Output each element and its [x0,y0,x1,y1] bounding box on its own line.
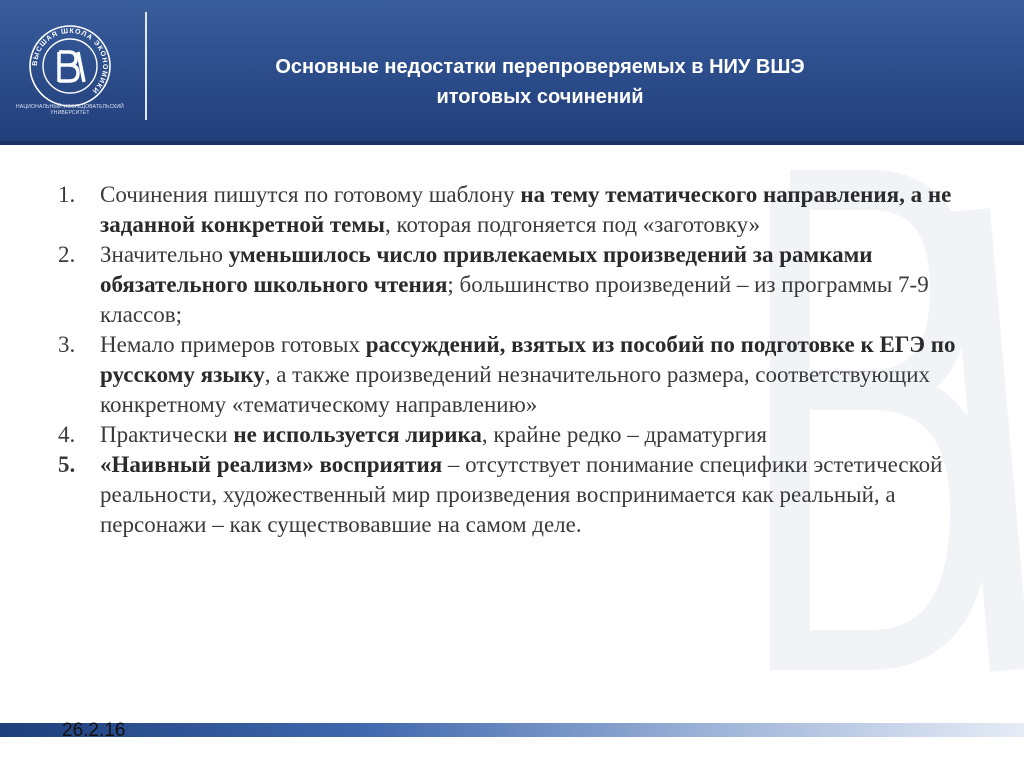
list-item-text: Значительно [100,242,229,267]
footer-gradient-bar [0,723,1024,737]
list-item-text: Немало примеров готовых [100,332,366,357]
list-item-number: 5. [58,452,76,477]
list-item-text: ; большинство произведений – из программы 7-9 классов; [100,272,929,327]
logo-caption: НАЦИОНАЛЬНЫЙ ИССЛЕДОВАТЕЛЬСКИЙ УНИВЕРСИТЕТ [16,104,124,116]
list-item-text: , крайне редко – драматургия [481,422,767,447]
list-item [58,420,988,450]
list-item [58,240,988,330]
list-item-number: 4. [58,422,76,447]
logo-ring-text: ВЫСШАЯ ШКОЛА ЭКОНОМИКИ [31,27,109,95]
list-item-text: Сочинения пишутся по готовому шаблону [100,182,521,207]
list-item-text: , которая подгоняется под «заготовку» [385,212,761,237]
list-item-emphasis: не используется лирика [233,422,482,447]
list-item-emphasis: на тему тематического направления, а не заданной конкретной темы [100,182,952,237]
list-item-emphasis: рассуждений, взятых из пособий по подготовке к ЕГЭ по русскому языку [100,332,956,387]
slide-date: 26.2.16 [62,720,126,741]
list-item-number: 3. [58,332,76,357]
list-item-text: , а также произведений незначительного размера, соответствующих конкретному «тематическому направлению» [100,362,931,417]
list-item-number: 1. [58,182,76,207]
header-divider-band [0,141,1024,145]
issues-list [58,180,988,540]
list-item-emphasis: уменьшилось число привлекаемых произведений за рамками обязательного школьного чтения [100,242,873,297]
hse-logo-icon [28,24,112,108]
list-item-number: 2. [58,242,76,267]
list-item [58,450,988,540]
slide-title [170,52,910,112]
title-line-2: итоговых сочинений [436,86,644,108]
list-item-text: – отсутствует понимание специфики эстетической реальности, художественный мир произведения воспринимается как реальный, а персонажи – как существовавшие на самом деле. [100,452,943,537]
title-line-1: Основные недостатки перепроверяемых в НИУ ВШЭ [275,56,805,78]
list-item [58,180,988,240]
list-item [58,330,988,420]
header-vertical-divider [145,12,147,120]
list-item-emphasis: «Наивный реализм» восприятия [100,452,443,477]
list-item-text: Практически [100,422,234,447]
